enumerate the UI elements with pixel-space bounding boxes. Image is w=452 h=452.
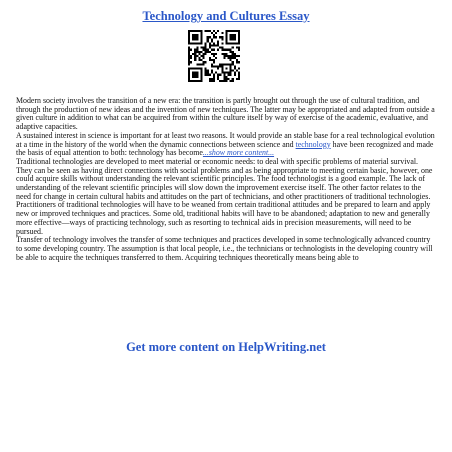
technology-link[interactable]: technology [295, 139, 331, 149]
paragraph-3: Traditional technologies are developed to meet material or economic needs: to deal with specific problems of material survival. They can be seen as having direct connections with social problems and as being appropriate to meeting certain basic, however, one could acquire skills without understanding the relevant scientific principles. The food technologist is a good example. The lack of understanding of the relevant scientific principles will slow down the improvement exercise itself. The other factor relates to the need for change in certain cultural habits and attitudes on the part of technicians, and other practitioners of traditional technologies. Practitioners of traditional technologies will have to be weaned from certain traditional attitudes and be prepared to learn and apply new or improved techniques and practices. Some old, traditional habits will have to be abandoned; adaptation to new and generally more effective—ways of practicing technology, such as resorting to technical aids in precision measurements, will need to be pursued. [16, 156, 433, 236]
essay-title[interactable]: Technology and Cultures Essay [142, 9, 310, 23]
paragraph-2-text-a: A sustained interest in science is important for at least two reasons. It would provide an stable base for a real technological evolution at a time in the history of the world when the dynamic connections between science and [16, 130, 435, 149]
paragraph-2 [16, 132, 436, 158]
qr-code [188, 30, 240, 82]
paragraph-1: Modern society involves the transition of a new era: the transition is partly brought out through the use of cultural tradition, and through the production of new ideas and the invention of new techniques. The latter may be appropriated and adapted from outside a given culture in addition to what can be acquired from within the culture itself by way of exercise of the academic, evaluative, and adaptive capacities. [16, 96, 435, 132]
get-more-content-link[interactable]: Get more content on HelpWriting.net [126, 340, 326, 354]
paragraph-2-text-b: have been recognized and made the basis of equal attention to both: technology has become [16, 139, 434, 158]
essay-body [16, 97, 436, 262]
show-more-link[interactable]: ...show more content... [202, 148, 275, 158]
paragraph-4: Transfer of technology involves the transfer of some techniques and practices developed in some technologically advanced country to some developing country. The assumption is that local people, i.e., the technicians or technologists in the developing country will be able to acquire the techniques transferred to them. Acquiring techniques theoretically means being able to [16, 235, 433, 262]
